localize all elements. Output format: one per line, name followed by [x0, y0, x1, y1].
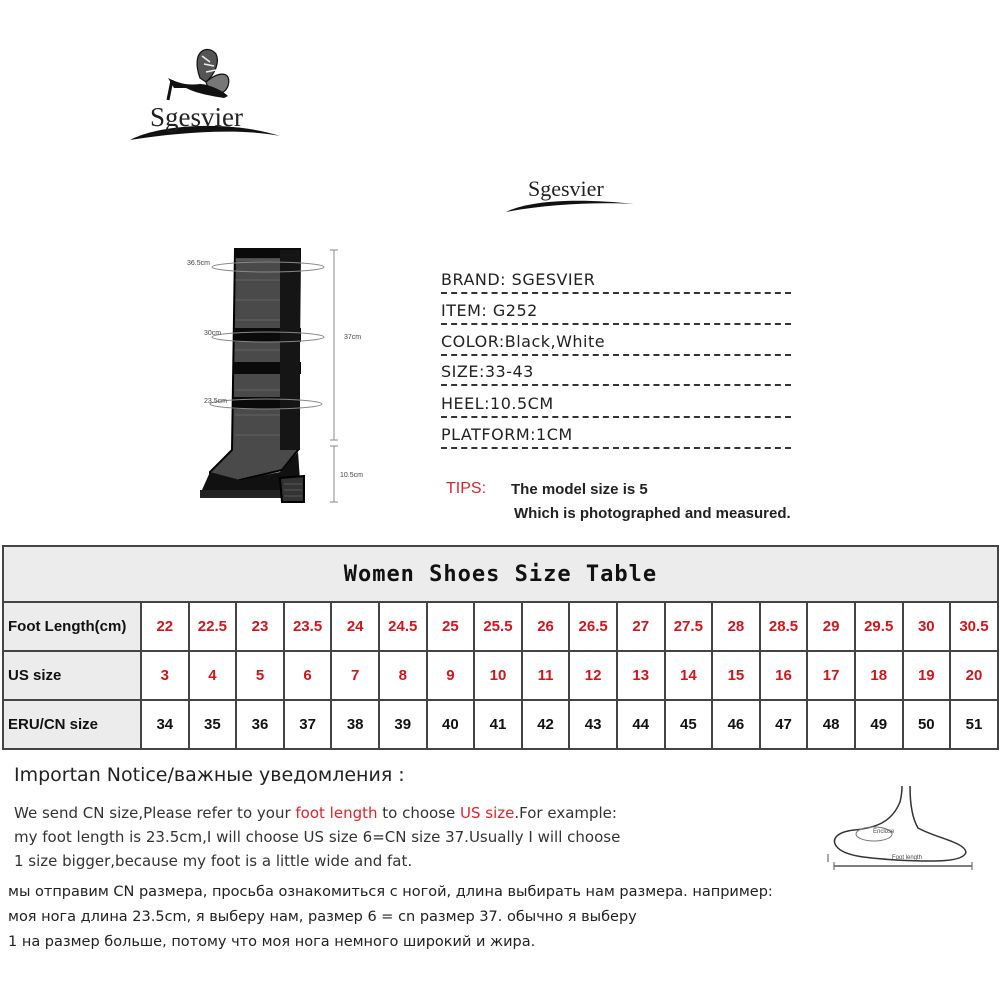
table-cell: 23.5	[284, 602, 332, 651]
table-cell: 43	[569, 700, 617, 749]
table-cell: 41	[474, 700, 522, 749]
table-cell: 20	[950, 651, 998, 700]
notice-en-line-3: 1 size bigger,because my foot is a little wide and fat.	[14, 852, 413, 870]
row-label: US size	[3, 651, 141, 700]
notice-ru-line-3: 1 на размер больше, потому что моя нога немного широкий и жира.	[8, 934, 536, 950]
table-cell: 24.5	[379, 602, 427, 651]
table-cell: 7	[331, 651, 379, 700]
table-cell: 14	[665, 651, 713, 700]
table-cell: 18	[855, 651, 903, 700]
table-cell: 38	[331, 700, 379, 749]
table-cell: 19	[903, 651, 951, 700]
dash-divider	[441, 292, 791, 294]
table-cell: 30	[903, 602, 951, 651]
row-label: Foot Length(cm)	[3, 602, 141, 651]
table-cell: 26.5	[569, 602, 617, 651]
info-color: COLOR:Black,White	[441, 332, 791, 356]
table-cell: 36	[236, 700, 284, 749]
notice-ru-line-1: мы отправим CN размера, просьба ознакомиться с ногой, длина выбирать нам размера. например:	[8, 884, 773, 900]
notice-title: Importan Notice/важные уведомления :	[14, 764, 405, 786]
table-row-foot-length	[3, 602, 998, 651]
size-table	[2, 545, 999, 750]
brand-logo-top-text: Sgesvier	[150, 102, 243, 132]
table-cell: 13	[617, 651, 665, 700]
foot-diagram	[826, 782, 986, 872]
size-table-title: Women Shoes Size Table	[3, 546, 998, 602]
table-cell: 45	[665, 700, 713, 749]
table-cell: 50	[903, 700, 951, 749]
table-cell: 29.5	[855, 602, 903, 651]
table-cell: 34	[141, 700, 189, 749]
measure-low-circ: 23.5cm	[204, 398, 227, 405]
brand-logo-top	[120, 40, 290, 155]
table-cell: 40	[427, 700, 475, 749]
notice-ru-line-2: моя нога длина 23.5cm, я выберу нам, размер 6 = cn размер 37. обычно я выберу	[8, 909, 637, 925]
table-cell: 5	[236, 651, 284, 700]
table-cell: 22.5	[189, 602, 237, 651]
tips-label: TIPS:	[446, 480, 487, 497]
dash-divider	[441, 416, 791, 418]
info-platform: PLATFORM:1CM	[441, 425, 791, 449]
table-cell: 37	[284, 700, 332, 749]
dash-divider	[441, 447, 791, 449]
table-cell: 17	[807, 651, 855, 700]
table-cell: 15	[712, 651, 760, 700]
foot-length-label: Foot length	[892, 855, 923, 861]
table-cell: 11	[522, 651, 570, 700]
table-cell: 10	[474, 651, 522, 700]
row-label: ERU/CN size	[3, 700, 141, 749]
table-cell: 27	[617, 602, 665, 651]
brand-logo-center	[500, 172, 640, 217]
table-cell: 12	[569, 651, 617, 700]
table-cell: 47	[760, 700, 808, 749]
table-cell: 39	[379, 700, 427, 749]
table-cell: 28.5	[760, 602, 808, 651]
table-cell: 25	[427, 602, 475, 651]
dash-divider	[441, 323, 791, 325]
dash-divider	[441, 354, 791, 356]
table-cell: 35	[189, 700, 237, 749]
measure-heel: 10.5cm	[340, 472, 363, 479]
measure-mid-circ: 30cm	[204, 330, 222, 337]
table-cell: 27.5	[665, 602, 713, 651]
table-row-eru-cn-size	[3, 700, 998, 749]
notice-en-line-2: my foot length is 23.5cm,I will choose US size 6=CN size 37.Usually I will choose	[14, 828, 621, 846]
table-cell: 28	[712, 602, 760, 651]
table-cell: 46	[712, 700, 760, 749]
table-cell: 25.5	[474, 602, 522, 651]
table-cell: 44	[617, 700, 665, 749]
table-cell: 23	[236, 602, 284, 651]
brand-logo-center-text: Sgesvier	[528, 176, 604, 201]
table-cell: 29	[807, 602, 855, 651]
table-cell: 51	[950, 700, 998, 749]
swoosh-icon	[500, 172, 640, 217]
table-cell: 42	[522, 700, 570, 749]
table-cell: 9	[427, 651, 475, 700]
table-cell: 22	[141, 602, 189, 651]
table-cell: 30.5	[950, 602, 998, 651]
table-row-us-size	[3, 651, 998, 700]
shoe-butterfly-logo-icon	[120, 40, 290, 155]
info-item: ITEM: G252	[441, 301, 791, 325]
notice-en-line-1: We send CN size,Please refer to your foot length to choose US size.For example:	[14, 804, 617, 822]
measure-top-circ: 36.5cm	[187, 260, 210, 267]
table-cell: 26	[522, 602, 570, 651]
tips-line-2: Which is photographed and measured.	[514, 505, 791, 522]
table-cell: 24	[331, 602, 379, 651]
foot-enclose-label: Enclose	[873, 829, 895, 835]
tips-line-1: The model size is 5	[511, 481, 648, 498]
table-cell: 3	[141, 651, 189, 700]
table-cell: 6	[284, 651, 332, 700]
info-size: SIZE:33-43	[441, 362, 791, 386]
table-cell: 4	[189, 651, 237, 700]
measure-height: 37cm	[344, 334, 362, 341]
table-cell: 8	[379, 651, 427, 700]
info-heel: HEEL:10.5CM	[441, 394, 791, 418]
info-brand: BRAND: SGESVIER	[441, 270, 791, 294]
table-cell: 48	[807, 700, 855, 749]
boot-illustration	[180, 240, 380, 520]
table-cell: 49	[855, 700, 903, 749]
table-cell: 16	[760, 651, 808, 700]
dash-divider	[441, 384, 791, 386]
